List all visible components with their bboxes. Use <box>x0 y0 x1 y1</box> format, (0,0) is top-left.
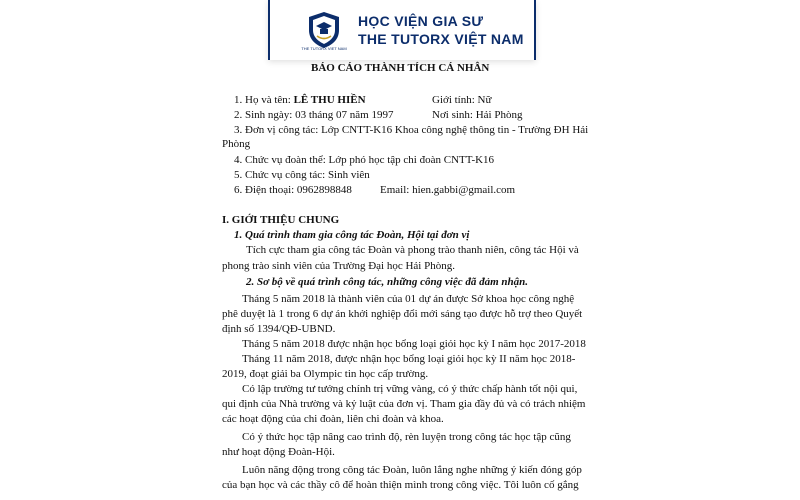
paragraph-5-line-1: Có lập trường tư tưởng chính trị vững vàng, có ý thức chấp hành tốt nội qui, <box>242 383 578 395</box>
name-value: LÊ THU HIỀN <box>293 94 366 106</box>
info-unit-cont: Phòng <box>222 138 251 150</box>
paragraph-1-line-2: phong trào sinh viên của Trường Đại học Hải Phòng. <box>222 260 455 272</box>
name-label: 1. Họ và tên: <box>234 94 294 106</box>
paragraph-4-line-1: Tháng 11 năm 2018, được nhận học bổng loại giỏi học kỳ II năm học 2018- <box>242 353 576 365</box>
paragraph-7-line-2: của bạn học và các thầy cô để hoàn thiện mình trong công việc. Tôi luôn cố gắng <box>222 479 579 491</box>
paragraph-1-line-1: Tích cực tham gia công tác Đoàn và phong trào thanh niên, công tác Hội và <box>246 244 579 256</box>
logo-caption: THE TUTORX VIET NAM <box>301 46 347 51</box>
info-job-role: 5. Chức vụ công tác: Sinh viên <box>234 169 370 181</box>
paragraph-2-line-1: Tháng 5 năm 2018 là thành viên của 01 dự án được Sở khoa học công nghệ <box>242 293 575 305</box>
info-phone: 6. Điện thoại: 0962898848 <box>234 184 352 196</box>
subheading-1: 1. Quá trình tham gia công tác Đoàn, Hội tại đơn vị <box>234 229 470 241</box>
document-title: BÁO CÁO THÀNH TÍCH CÁ NHÂN <box>311 62 490 74</box>
info-pob: Nơi sinh: Hải Phòng <box>432 109 523 121</box>
info-name <box>234 93 366 108</box>
info-email: Email: hien.gabbi@gmail.com <box>380 184 516 196</box>
paragraph-7-line-1: Luôn năng động trong công tác Đoàn, luôn lắng nghe những ý kiến đóng góp <box>242 464 582 476</box>
brand-banner <box>268 0 536 60</box>
info-gender: Giới tính: Nữ <box>432 94 492 106</box>
info-unit: 3. Đơn vị công tác: Lớp CNTT-K16 Khoa công nghệ thông tin - Trường ĐH Hải <box>234 124 589 136</box>
paragraph-5-line-3: các hoạt động của chi đoàn, liên chi đoàn và khoa. <box>222 413 444 425</box>
paragraph-3: Tháng 5 năm 2018 được nhận học bổng loại giỏi học kỳ I năm học 2017-2018 <box>242 338 586 350</box>
paragraph-6-line-2: như hoạt động Đoàn-Hội. <box>222 446 335 458</box>
info-dob: 2. Sinh ngày: 03 tháng 07 năm 1997 <box>234 109 394 121</box>
brand-name <box>358 12 524 48</box>
paragraph-2-line-2: phê duyệt là 1 trong 6 dự án khởi nghiệp đổi mới sáng tạo được hỗ trợ theo Quyết <box>222 308 583 320</box>
brand-line-1: HỌC VIỆN GIA SƯ <box>358 13 484 29</box>
paragraph-6-line-1: Có ý thức học tập nâng cao trình độ, rèn luyện trong công tác học tập cũng <box>242 431 571 443</box>
paragraph-5-line-2: qui định của Nhà trường và kỷ luật của đơn vị. Tham gia đầy đủ và có trách nhiệm <box>222 398 586 410</box>
paragraph-2-line-3: định số 1394/QĐ-UBND. <box>222 323 336 335</box>
section-heading: I. GIỚI THIỆU CHUNG <box>222 214 340 226</box>
subheading-2: 2. Sơ bộ về quá trình công tác, những công việc đã đảm nhận. <box>246 276 529 288</box>
tutorx-shield-logo-icon <box>306 10 342 50</box>
paragraph-4-line-2: 2019, đoạt giải ba Olympic tin học cấp trường. <box>222 368 429 380</box>
info-union-role: 4. Chức vụ đoàn thể: Lớp phó học tập chi đoàn CNTT-K16 <box>234 154 495 166</box>
brand-line-2: THE TUTORX VIỆT NAM <box>358 31 524 47</box>
